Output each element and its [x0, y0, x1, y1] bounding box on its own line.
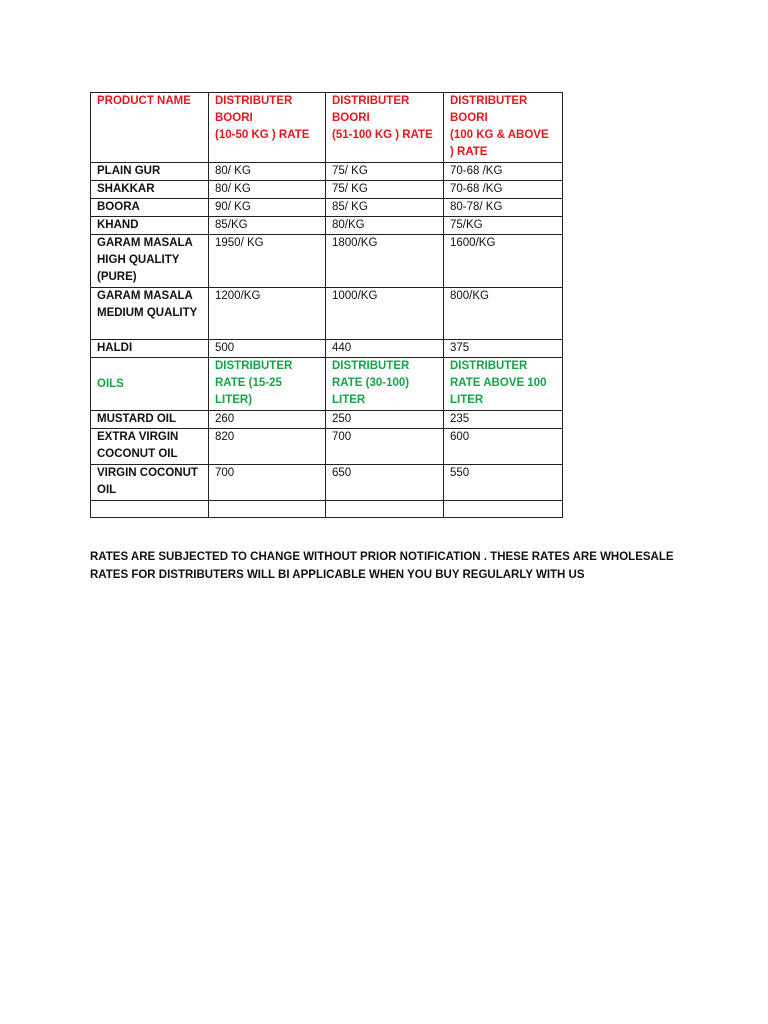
rate-cell: 375 — [444, 340, 563, 358]
product-name: GARAM MASALA HIGH QUALITY (PURE) — [91, 235, 209, 288]
table-row — [91, 465, 563, 501]
rate-cell: 80/ KG — [209, 163, 326, 181]
rate-cell: 75/ KG — [326, 181, 444, 199]
empty-cell — [209, 501, 326, 518]
rate-cell: 85/KG — [209, 217, 326, 235]
table-row — [91, 411, 563, 429]
product-name: KHAND — [91, 217, 209, 235]
rate-cell: 1200/KG — [209, 288, 326, 340]
table-header-row — [91, 93, 563, 163]
product-name: MUSTARD OIL — [91, 411, 209, 429]
table-row — [91, 163, 563, 181]
rate-cell: 600 — [444, 429, 563, 465]
rate-cell: 250 — [326, 411, 444, 429]
oils-header-row — [91, 358, 563, 411]
table-row — [91, 288, 563, 340]
rate-cell: 800/KG — [444, 288, 563, 340]
rate-table — [90, 92, 563, 518]
rate-cell: 440 — [326, 340, 444, 358]
table-row — [91, 199, 563, 217]
product-name: PLAIN GUR — [91, 163, 209, 181]
empty-row — [91, 501, 563, 518]
table-row — [91, 429, 563, 465]
rate-cell: 1600/KG — [444, 235, 563, 288]
rate-cell: 500 — [209, 340, 326, 358]
table-row — [91, 340, 563, 358]
product-name: SHAKKAR — [91, 181, 209, 199]
table-row — [91, 235, 563, 288]
rate-cell: 85/ KG — [326, 199, 444, 217]
oils-rate-30-100-header: DISTRIBUTER RATE (30-100) LITER — [326, 358, 444, 411]
rate-cell: 260 — [209, 411, 326, 429]
product-name: VIRGIN COCONUT OIL — [91, 465, 209, 501]
rate-cell: 80/KG — [326, 217, 444, 235]
rates-disclaimer: RATES ARE SUBJECTED TO CHANGE WITHOUT PRIOR NOTIFICATION . THESE RATES ARE WHOLESALE RATES FOR DISTRIBUTERS WILL BI APPLICABLE WHEN YOU BUY REGULARLY WITH US — [90, 551, 674, 581]
oils-rate-above-100-header: DISTRIBUTER RATE ABOVE 100 LITER — [444, 358, 563, 411]
product-name: EXTRA VIRGIN COCONUT OIL — [91, 429, 209, 465]
rate-cell: 550 — [444, 465, 563, 501]
product-name: HALDI — [91, 340, 209, 358]
rate-cell: 80/ KG — [209, 181, 326, 199]
table-row — [91, 181, 563, 199]
header-rate-51-100: DISTRIBUTER BOORI (51-100 KG ) RATE — [326, 93, 444, 163]
empty-cell — [91, 501, 209, 518]
rate-cell: 90/ KG — [209, 199, 326, 217]
product-name: GARAM MASALA MEDIUM QUALITY — [91, 288, 209, 340]
rate-cell: 1000/KG — [326, 288, 444, 340]
rate-cell: 75/ KG — [326, 163, 444, 181]
rate-cell: 235 — [444, 411, 563, 429]
empty-cell — [444, 501, 563, 518]
rate-cell: 700 — [326, 429, 444, 465]
header-product-name: PRODUCT NAME — [91, 93, 209, 163]
empty-cell — [326, 501, 444, 518]
rate-cell: 1800/KG — [326, 235, 444, 288]
header-rate-10-50: DISTRIBUTER BOORI (10-50 KG ) RATE — [209, 93, 326, 163]
rate-cell: 80-78/ KG — [444, 199, 563, 217]
rate-cell: 820 — [209, 429, 326, 465]
rate-cell: 75/KG — [444, 217, 563, 235]
header-rate-100-above: DISTRIBUTER BOORI (100 KG & ABOVE ) RATE — [444, 93, 563, 163]
rate-cell: 700 — [209, 465, 326, 501]
rate-cell: 70-68 /KG — [444, 181, 563, 199]
product-name: BOORA — [91, 199, 209, 217]
oils-rate-15-25-header: DISTRIBUTER RATE (15-25 LITER) — [209, 358, 326, 411]
rate-cell: 1950/ KG — [209, 235, 326, 288]
rate-cell: 70-68 /KG — [444, 163, 563, 181]
rate-cell: 650 — [326, 465, 444, 501]
oils-label: OILS — [91, 358, 209, 411]
table-row — [91, 217, 563, 235]
